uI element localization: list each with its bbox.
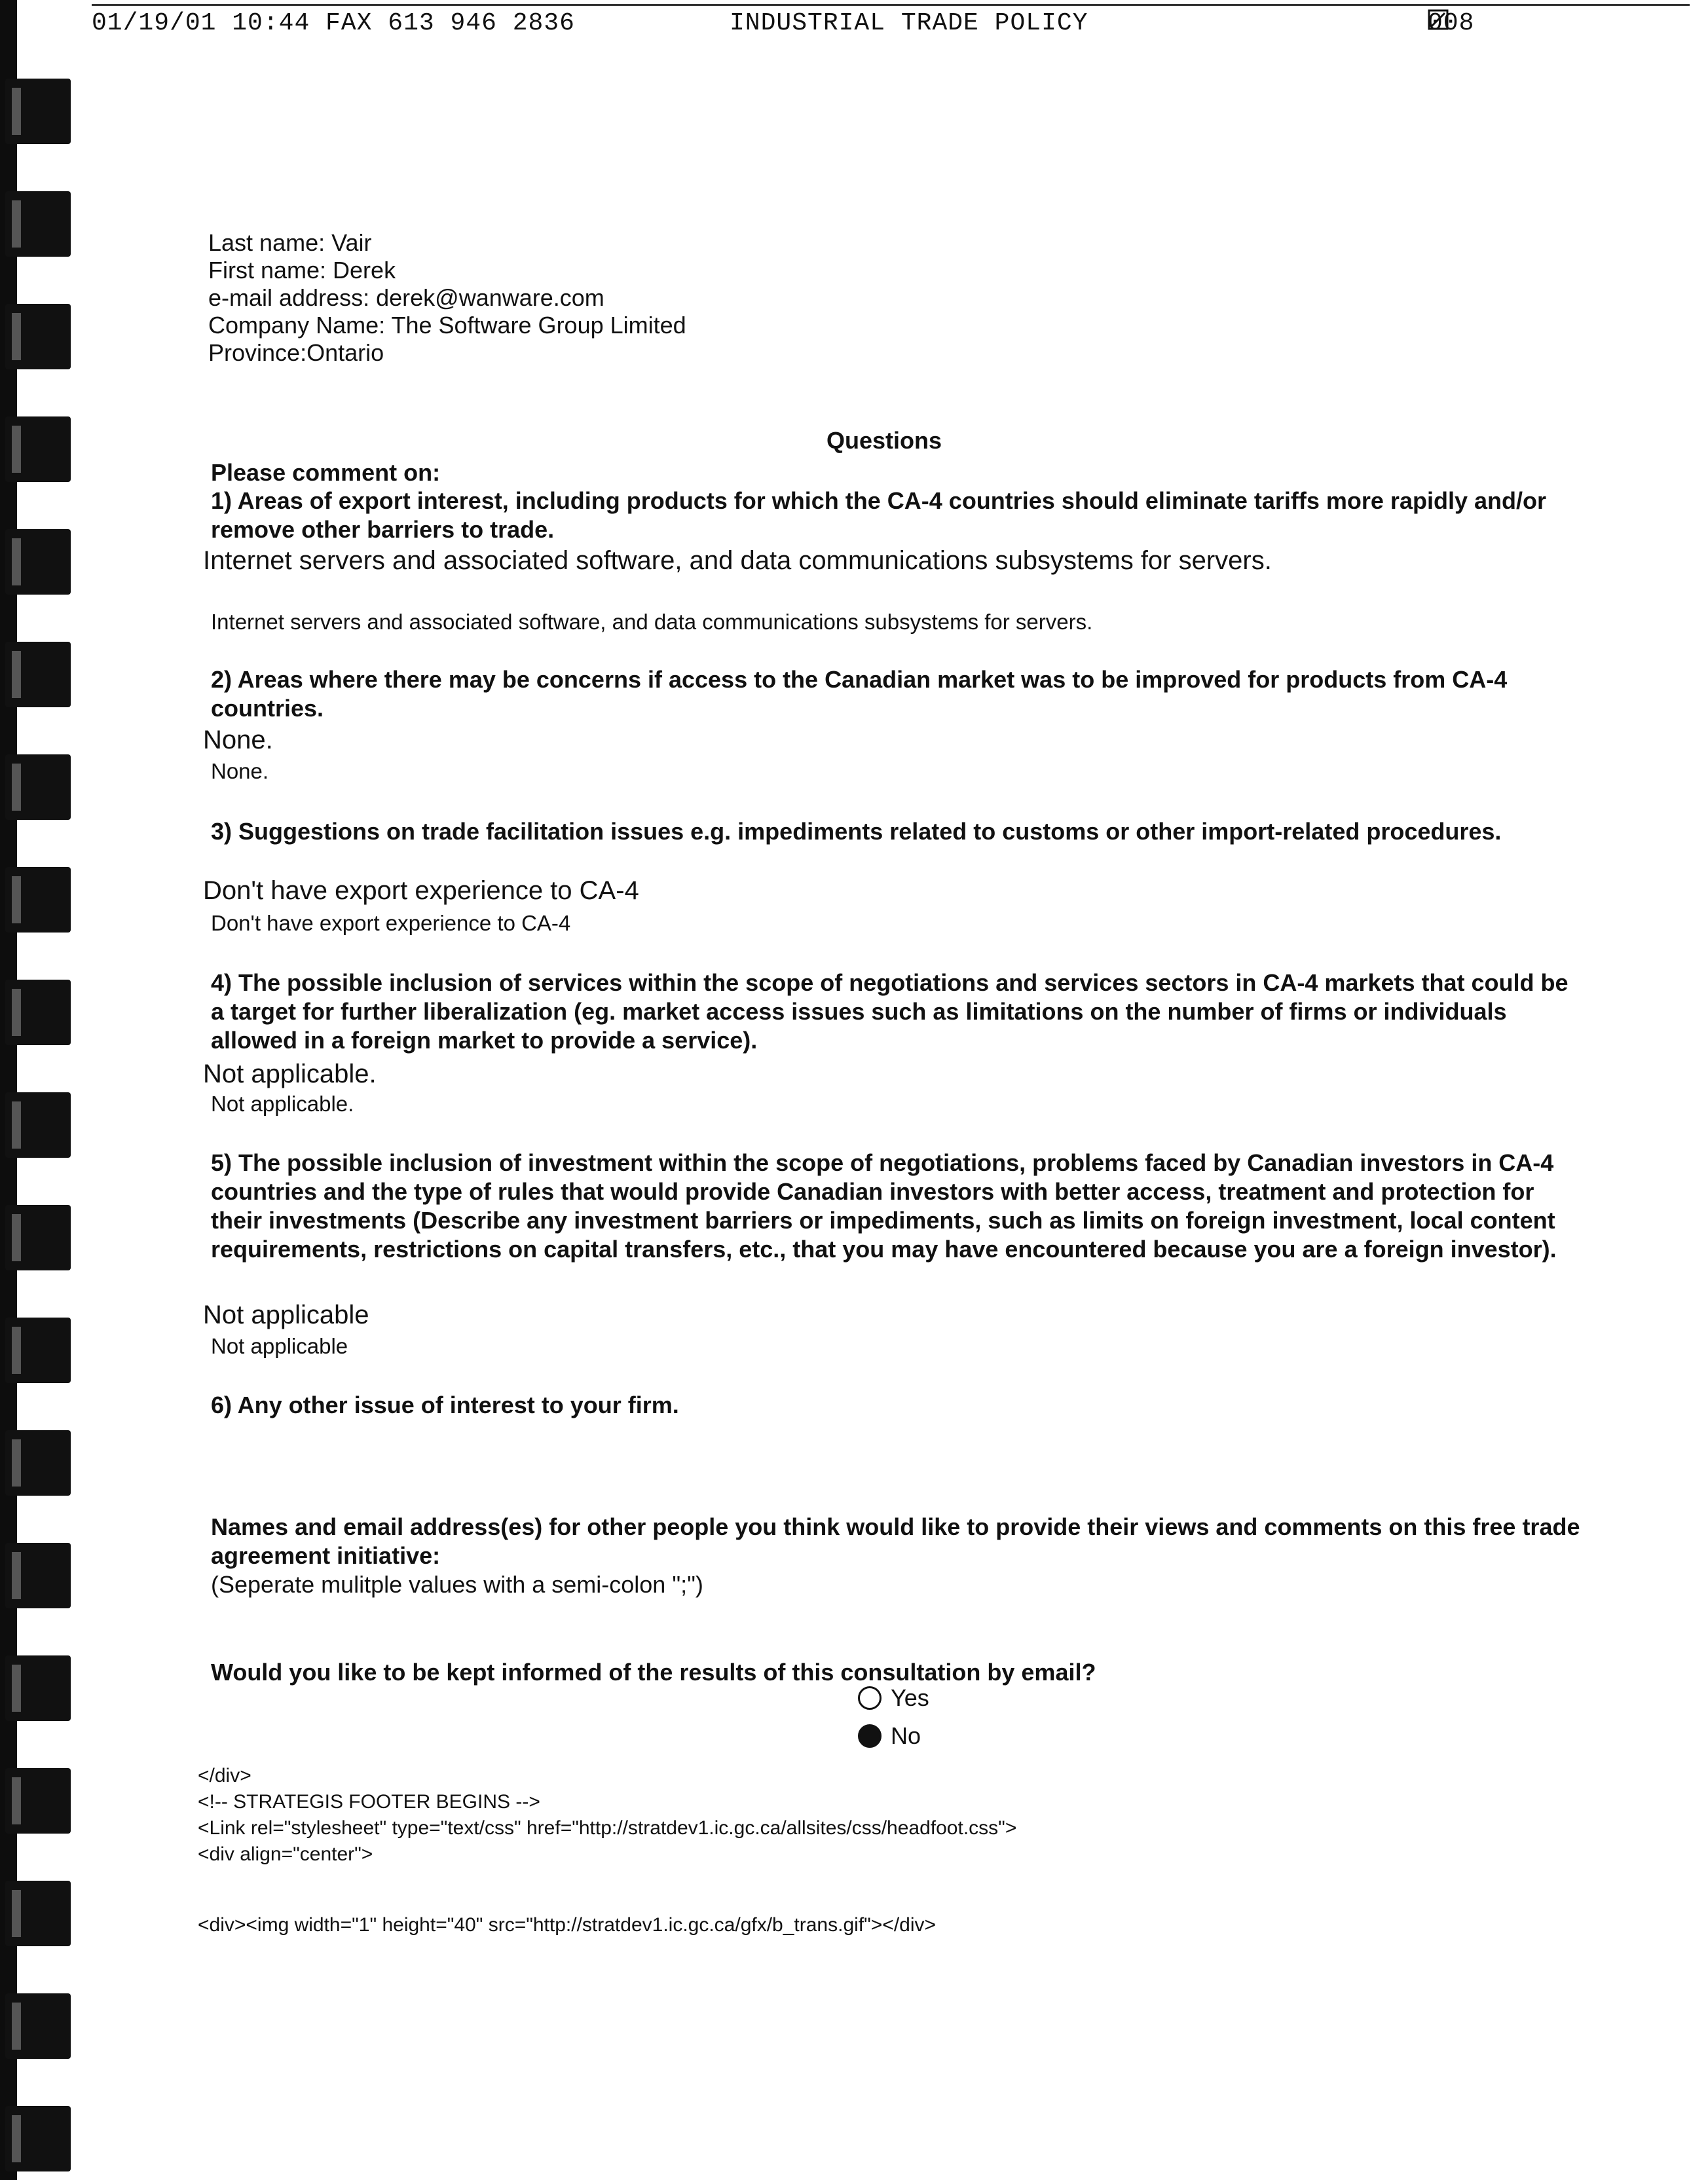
answer-4-large: Not applicable.	[203, 1060, 377, 1088]
question-4: 4) The possible inclusion of services within the scope of negotiations and services sectors in CA-4 markets that could be a target for further liberalization (eg. market access issues such as limitations on the number of firms or individuals allowed in a foreign market to provide a service).	[211, 969, 1569, 1054]
binding-hole	[5, 642, 71, 707]
binding-hole	[5, 304, 71, 369]
names-hint: (Seperate mulitple values with a semi-colon ";")	[211, 1571, 703, 1598]
question-1: 1) Areas of export interest, including products for which the CA-4 countries should eliminate tariffs more rapidly and/or remove other barriers to trade.	[211, 487, 1546, 543]
binding-hole	[5, 980, 71, 1045]
binding-hole	[5, 1768, 71, 1834]
answer-2-large: None.	[203, 726, 273, 754]
fax-header-title: INDUSTRIAL TRADE POLICY	[730, 9, 1088, 37]
email-address: e-mail address: derek@wanware.com	[208, 284, 604, 311]
binding-hole	[5, 1543, 71, 1608]
code-line-5: <div><img width="1" height="40" src="http://stratdev1.ic.gc.ca/gfx/b_trans.gif"></div>	[198, 1914, 937, 1936]
answer-5-small: Not applicable	[211, 1334, 348, 1358]
company-name: Company Name: The Software Group Limited	[208, 312, 686, 339]
fax-transmission-line: 01/19/01 10:44 FAX 613 946 2836	[92, 9, 575, 37]
intro-text: Please comment on:	[211, 459, 441, 486]
binding-hole	[5, 191, 71, 257]
answer-3-small: Don't have export experience to CA-4	[211, 911, 571, 935]
question-2: 2) Areas where there may be concerns if access to the Canadian market was to be improved for products from CA-4 countries.	[211, 666, 1508, 722]
code-line-4: <div align="center">	[198, 1843, 373, 1865]
binding-hole	[5, 1993, 71, 2059]
names-prompt: Names and email address(es) for other people you think would like to provide their views and comments on this free trade agreement initiative:	[211, 1513, 1580, 1569]
binding-hole	[5, 1881, 71, 1946]
radio-yes-icon[interactable]	[858, 1686, 882, 1710]
option-no[interactable]	[858, 1722, 921, 1750]
binding-hole	[5, 1318, 71, 1383]
binding-hole	[5, 1092, 71, 1158]
fax-page-value: 008	[1428, 9, 1475, 37]
radio-no-icon[interactable]	[858, 1724, 882, 1748]
answer-2-small: None.	[211, 759, 269, 783]
answer-1-large: Internet servers and associated software, and data communications subsystems for servers.	[203, 546, 1272, 575]
answer-4-small: Not applicable.	[211, 1092, 354, 1116]
province: Province:Ontario	[208, 339, 384, 366]
answer-1-small: Internet servers and associated software, and data communications subsystems for servers.	[211, 610, 1093, 634]
question-6: 6) Any other issue of interest to your firm.	[211, 1392, 679, 1418]
inform-prompt: Would you like to be kept informed of the results of this consultation by email?	[211, 1659, 1096, 1686]
code-line-2: <!-- STRATEGIS FOOTER BEGINS -->	[198, 1791, 540, 1813]
answer-3-large: Don't have export experience to CA-4	[203, 876, 639, 905]
code-line-3: <Link rel="stylesheet" type="text/css" href="http://stratdev1.ic.gc.ca/allsites/css/headfoot.css">	[198, 1817, 1017, 1839]
top-rule	[92, 4, 1690, 6]
binding-hole	[5, 1430, 71, 1496]
fax-page-number	[1428, 9, 1475, 37]
binding-hole	[5, 2106, 71, 2171]
question-5: 5) The possible inclusion of investment within the scope of negotiations, problems faced by Canadian investors in CA-4 countries and the type of rules that would provide Canadian investors with better access, treatment and protection for their investments (Describe any investment barriers or impediments, such as limits on foreign investment, local content requirements, restrictions on capital transfers, etc., that you may have encountered because you are a foreign investor).	[211, 1149, 1557, 1263]
binding-hole	[5, 754, 71, 820]
contact-block	[208, 229, 686, 367]
option-no-label: No	[891, 1722, 921, 1749]
binding-hole	[5, 79, 71, 144]
option-yes[interactable]	[858, 1684, 929, 1712]
binding-hole	[5, 1655, 71, 1721]
fax-header	[92, 9, 1506, 48]
last-name: Last name: Vair	[208, 229, 372, 256]
code-line-1: </div>	[198, 1765, 251, 1786]
first-name: First name: Derek	[208, 257, 396, 284]
answer-5-large: Not applicable	[203, 1301, 369, 1329]
binding-hole	[5, 529, 71, 595]
binding-hole	[5, 867, 71, 933]
option-yes-label: Yes	[891, 1684, 929, 1711]
page-title: Questions	[826, 427, 942, 454]
binding-hole	[5, 1205, 71, 1270]
question-3: 3) Suggestions on trade facilitation issues e.g. impediments related to customs or other import-related procedures.	[211, 818, 1502, 845]
